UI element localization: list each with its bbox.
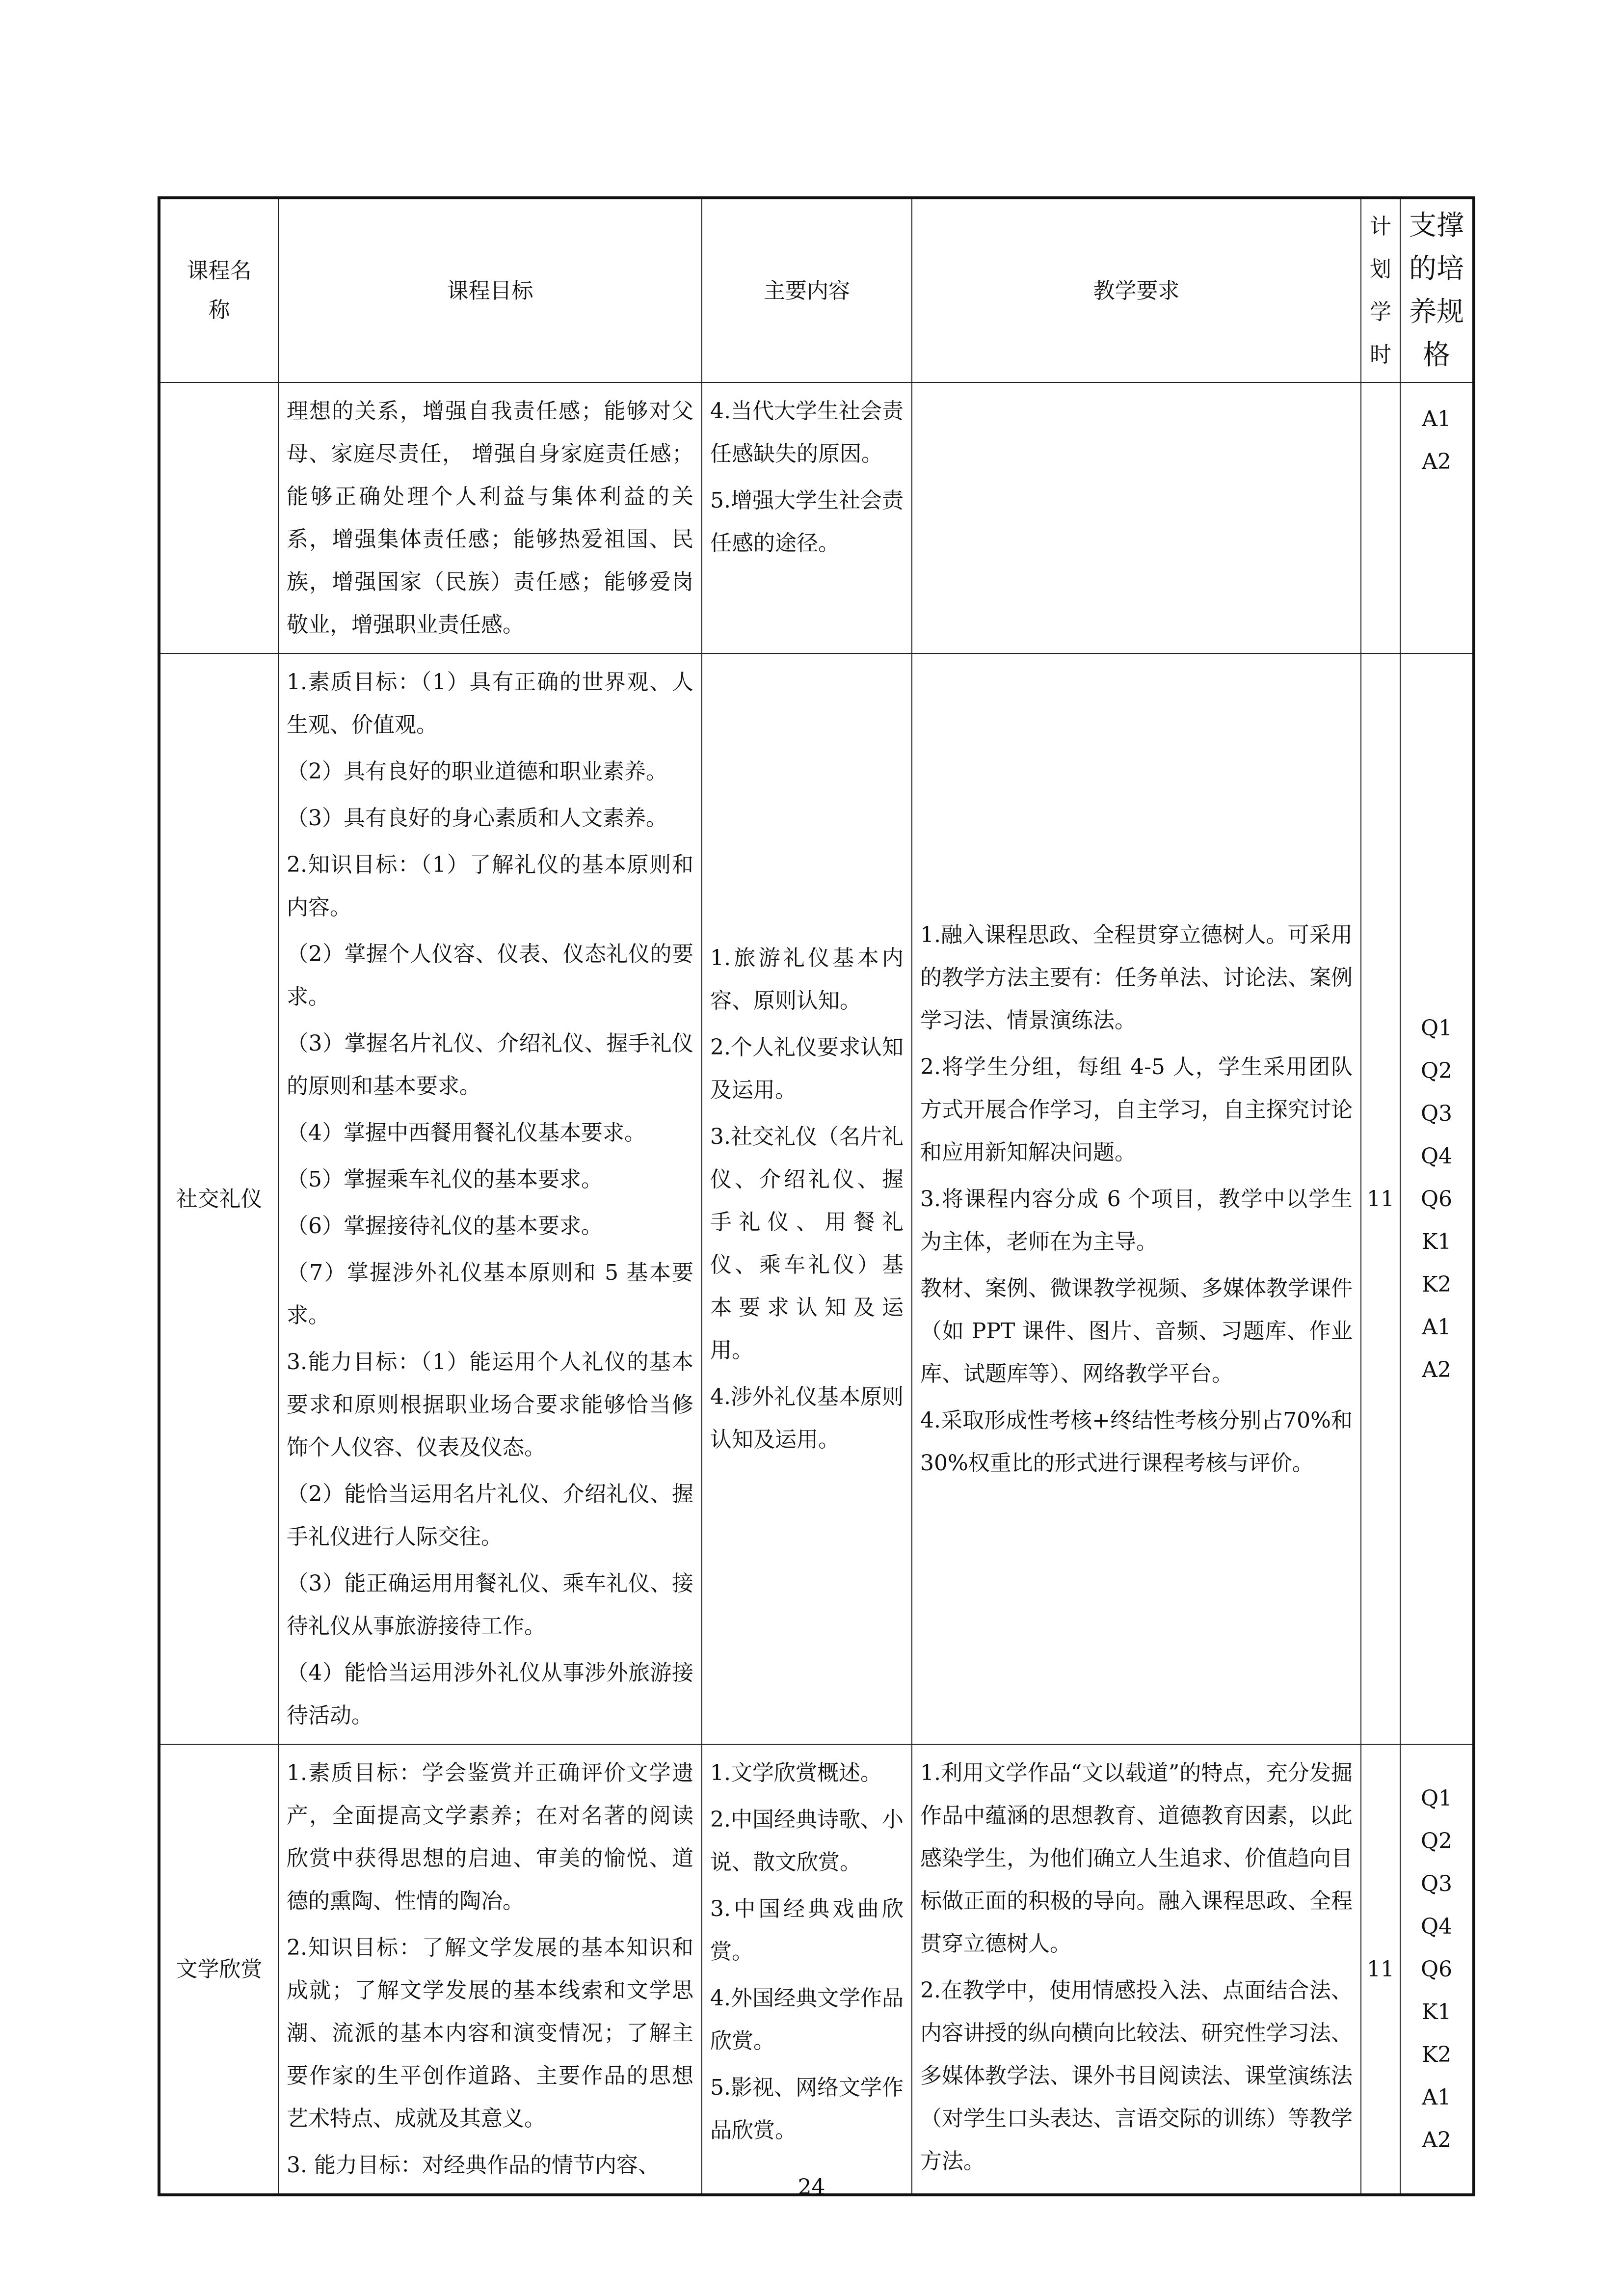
goals-paragraph: （7）掌握涉外礼仪基本原则和 5 基本要求。 (287, 1260, 693, 1328)
content-paragraph: 1.旅游礼仪基本内容、原则认知。 (710, 945, 904, 1013)
header-planned-hours: 计划学时 (1361, 198, 1400, 382)
course-name-cell: 社交礼仪 (159, 653, 278, 1744)
course-content-cell (702, 382, 912, 653)
spec-code: A2 (1422, 449, 1451, 474)
table-row (159, 653, 1474, 1744)
planned-hours-cell: 11 (1361, 653, 1400, 1744)
spec-code: Q4 (1420, 1914, 1453, 1939)
content-paragraph: 5.影视、网络文学作品欣赏。 (710, 2075, 904, 2143)
goals-paragraph: 1.素质目标：（1）具有正确的世界观、人生观、价值观。 (287, 670, 693, 737)
page-number: 24 (798, 2175, 825, 2200)
requirements-paragraph: 2.将学生分组，每组 4-5 人，学生采用团队方式开展合作学习，自主学习，自主探究讨论和应用新知解决问题。 (920, 1054, 1353, 1165)
supported-specs-cell (1400, 1744, 1474, 2195)
content-paragraph: 3.社交礼仪（名片礼仪、介绍礼仪、握手礼仪、用餐礼仪、乘车礼仪）基本要求认知及运用。 (710, 1124, 904, 1363)
course-goals-cell (278, 653, 702, 1744)
header-supported-specs: 支撑的培养规格 (1400, 198, 1474, 382)
spec-code: A2 (1422, 2127, 1451, 2153)
supported-specs-cell (1400, 653, 1474, 1744)
content-paragraph: 3.中国经典戏曲欣赏。 (710, 1896, 904, 1964)
course-requirements-cell (912, 653, 1361, 1744)
spec-code: Q3 (1420, 1101, 1453, 1126)
goals-paragraph: （3）掌握名片礼仪、介绍礼仪、握手礼仪的原则和基本要求。 (287, 1031, 693, 1099)
content-paragraph: 5.增强大学生社会责任感的途径。 (710, 488, 904, 556)
content-paragraph: 4.外国经典文学作品欣赏。 (710, 1986, 904, 2053)
spec-code: A1 (1422, 2084, 1451, 2110)
goals-paragraph: （2）具有良好的职业道德和职业素养。 (287, 759, 667, 784)
content-paragraph: 1.文学欣赏概述。 (710, 1760, 882, 1785)
course-requirements-cell (912, 1744, 1361, 2195)
spec-code: K2 (1421, 2042, 1452, 2067)
requirements-paragraph: 1.利用文学作品“文以载道”的特点，充分发掘作品中蕴涵的思想教育、道德教育因素，以此感染学生，为他们确立人生追求、价值趋向目标做正面的积极的导向。融入课程思政、全程贯穿立德树人。 (920, 1760, 1353, 1956)
header-teaching-requirements: 教学要求 (912, 198, 1361, 382)
curriculum-table (158, 196, 1475, 2196)
spec-code: K2 (1421, 1271, 1452, 1297)
goals-paragraph: （5）掌握乘车礼仪的基本要求。 (287, 1167, 603, 1192)
header-course-goals: 课程目标 (278, 198, 702, 382)
course-goals-cell (278, 382, 702, 653)
table-row (159, 1744, 1474, 2195)
content-paragraph: 2.个人礼仪要求认知及运用。 (710, 1035, 904, 1103)
goals-paragraph: 2.知识目标：了解文学发展的基本知识和成就；了解文学发展的基本线索和文学思潮、流派的基本内容和演变情况；了解主要作家的生平创作道路、主要作品的思想艺术特点、成就及其意义。 (287, 1935, 693, 2131)
course-name-cell (159, 382, 278, 653)
header-row (159, 198, 1474, 382)
course-goals-cell (278, 1744, 702, 2195)
goals-paragraph: 3. 能力目标：对经典作品的情节内容、 (287, 2153, 660, 2178)
spec-code: Q1 (1420, 1015, 1453, 1041)
course-requirements-cell (912, 382, 1361, 653)
goals-paragraph: （2）掌握个人仪容、仪表、仪态礼仪的要求。 (287, 942, 693, 1009)
spec-code: K1 (1421, 1229, 1452, 1254)
spec-code: A1 (1422, 1314, 1451, 1340)
table-row (159, 382, 1474, 653)
planned-hours-cell: 11 (1361, 1744, 1400, 2195)
goals-paragraph: （6）掌握接待礼仪的基本要求。 (287, 1214, 603, 1239)
course-content-cell (702, 653, 912, 1744)
requirements-paragraph: 3.将课程内容分成 6 个项目，教学中以学生为主体，老师在为主导。 (920, 1186, 1353, 1254)
spec-code: Q6 (1420, 1186, 1453, 1212)
header-course-name: 课程名称 (159, 198, 278, 382)
spec-code: Q3 (1420, 1871, 1453, 1896)
goals-paragraph: （4）掌握中西餐用餐礼仪基本要求。 (287, 1120, 646, 1145)
goals-paragraph: （4）能恰当运用涉外礼仪从事涉外旅游接待活动。 (287, 1660, 693, 1728)
requirements-paragraph: 2.在教学中，使用情感投入法、点面结合法、内容讲授的纵向横向比较法、研究性学习法、多媒体教学法、课外书目阅读法、课堂演练法（对学生口头表达、言语交际的训练）等教学方法。 (920, 1978, 1353, 2174)
planned-hours-cell (1361, 382, 1400, 653)
header-main-content: 主要内容 (702, 198, 912, 382)
supported-specs-cell (1400, 382, 1474, 653)
requirements-paragraph: 4.采取形成性考核+终结性考核分别占70%和 30%权重比的形式进行课程考核与评价。 (920, 1407, 1353, 1476)
spec-code: Q1 (1420, 1785, 1453, 1811)
spec-code: Q4 (1420, 1143, 1453, 1169)
goals-paragraph: 2.知识目标：（1）了解礼仪的基本原则和内容。 (287, 852, 693, 920)
spec-code: A1 (1422, 406, 1451, 432)
goals-paragraph: （2）能恰当运用名片礼仪、介绍礼仪、握手礼仪进行人际交往。 (287, 1482, 693, 1549)
spec-code: Q6 (1420, 1956, 1453, 1982)
spec-code: Q2 (1420, 1828, 1453, 1854)
requirements-paragraph: 1.融入课程思政、全程贯穿立德树人。可采用的教学方法主要有：任务单法、讨论法、案例学习法、情景演练法。 (920, 922, 1353, 1033)
spec-code: Q2 (1420, 1058, 1453, 1083)
goals-paragraph: 1.素质目标：学会鉴赏并正确评价文学遗产，全面提高文学素养；在对名著的阅读欣赏中获得思想的启迪、审美的愉悦、道德的熏陶、性情的陶冶。 (287, 1760, 693, 1914)
content-paragraph: 4.当代大学生社会责任感缺失的原因。 (710, 399, 904, 466)
goals-paragraph: 3.能力目标：（1）能运用个人礼仪的基本要求和原则根据职业场合要求能够恰当修饰个人仪容、仪表及仪态。 (287, 1350, 693, 1460)
content-paragraph: 2.中国经典诗歌、小说、散文欣赏。 (710, 1807, 904, 1875)
goals-paragraph: （3）具有良好的身心素质和人文素养。 (287, 806, 667, 831)
goals-paragraph: （3）能正确运用用餐礼仪、乘车礼仪、接待礼仪从事旅游接待工作。 (287, 1571, 693, 1639)
goals-paragraph: 理想的关系，增强自我责任感；能够对父母、家庭尽责任， 增强自身家庭责任感；能够正确处理个人利益与集体利益的关系，增强集体责任感；能够热爱祖国、民族，增强国家（民族）责任感；能够爱岗敬业，增强职业责任感。 (287, 399, 693, 637)
course-content-cell (702, 1744, 912, 2195)
spec-code: K1 (1421, 1999, 1452, 2025)
content-paragraph: 4.涉外礼仪基本原则认知及运用。 (710, 1384, 904, 1452)
requirements-paragraph: 教材、案例、微课教学视频、多媒体教学课件（如 PPT 课件、图片、音频、习题库、作业库、试题库等）、网络教学平台。 (920, 1275, 1353, 1386)
course-name-cell: 文学欣赏 (159, 1744, 278, 2195)
spec-code: A2 (1422, 1357, 1451, 1382)
